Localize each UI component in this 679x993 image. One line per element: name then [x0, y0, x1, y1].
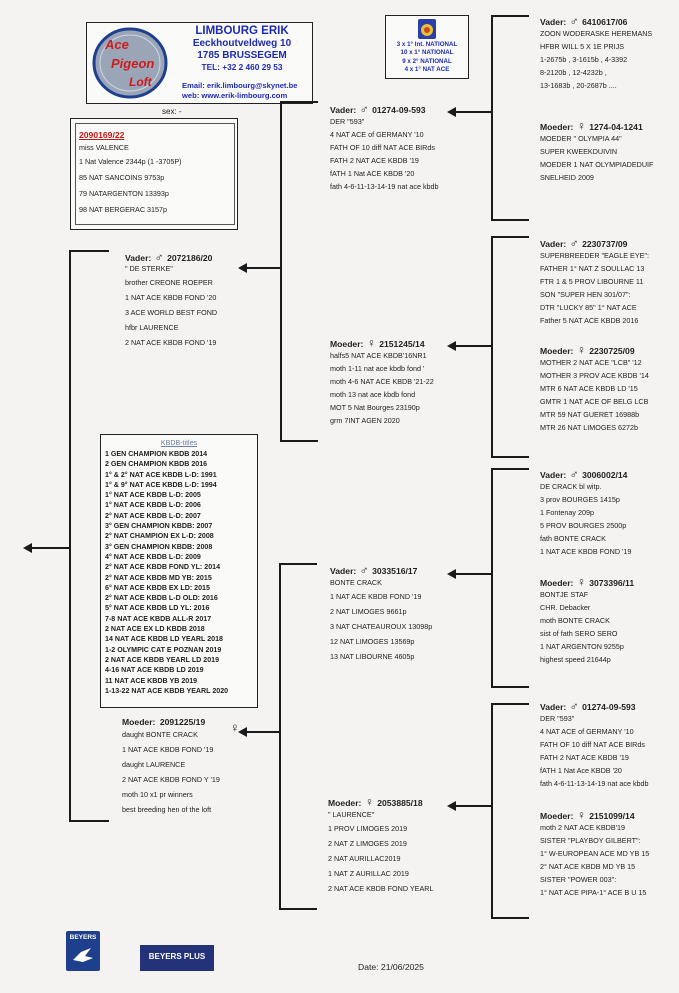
- pedigree-line: [279, 563, 281, 910]
- pedigree-line: [280, 101, 318, 103]
- sire-line: 2 NAT ACE KBDB FOND '19: [125, 338, 217, 348]
- dam-line: 1 NAT ACE KBDB FOND '19: [122, 745, 214, 755]
- ss-line: fath 4-6-11-13-14-19 nat ace kbdb: [330, 182, 439, 192]
- ssd-block: [540, 121, 653, 184]
- sd-line: halfs5 NAT ACE KBDB'16NR1: [330, 351, 427, 361]
- arrow-icon: [447, 569, 456, 579]
- pedigree-line: [69, 820, 109, 822]
- title-line: 2° NAT CHAMPION EX L-D: 2008: [105, 532, 214, 541]
- pedigree-line: [279, 908, 317, 910]
- beyers-logo: [66, 931, 100, 971]
- sdd-line: MTR 59 NAT GUERET 16988b: [540, 410, 640, 420]
- sire-line: 1 NAT ACE KBDB FOND '20: [125, 293, 217, 303]
- sire-block: [125, 252, 217, 350]
- dam-line: best breeding hen of the loft: [122, 805, 212, 815]
- female-icon: ♀: [366, 336, 376, 350]
- female-icon: ♀: [230, 720, 240, 735]
- female-icon: ♀: [576, 808, 586, 822]
- ddd-ring: 2151099/14: [589, 811, 635, 821]
- dds-line: fath 4-6-11-13-14-19 nat ace kbdb: [540, 779, 649, 789]
- ssd-line: MOEDER 1 NAT OLYMPIADEDUIF: [540, 160, 654, 170]
- sd-line: MOT 5 Nat Bourges 23190p: [330, 403, 420, 413]
- sds-line: FATHER 1° NAT Z SOULLAC 13: [540, 264, 645, 274]
- pedigree-line: [280, 101, 282, 442]
- dds-label: Vader:: [540, 702, 567, 712]
- award-line: 9 x 2° NATIONAL: [402, 57, 452, 65]
- ss-block: [330, 104, 439, 193]
- pedigree-line: [491, 15, 493, 221]
- sds-line: SUPERBREEDER "EAGLE EYE":: [540, 251, 649, 261]
- pedigree-line: [31, 547, 69, 549]
- dam-line: 2 NAT ACE KBDB FOND Y '19: [122, 775, 220, 785]
- sss-line: HFBR WILL 5 X 1E PRIJS: [540, 42, 625, 52]
- dsd-line: 1 NAT ARGENTON 9255p: [540, 642, 624, 652]
- ssd-ring: 1274-04-1241: [589, 122, 643, 132]
- title-line: 7-8 NAT ACE KBDB ALL-R 2017: [105, 614, 212, 623]
- subject-box: [70, 118, 238, 230]
- dam-block: [122, 716, 220, 817]
- arrow-icon: [238, 263, 247, 273]
- title-line: 11 NAT ACE KBDB YB 2019: [105, 676, 198, 685]
- sss-block: [540, 16, 652, 92]
- subject-result: 85 NAT SANCOINS 9753p: [79, 173, 165, 182]
- pigeon-icon: [71, 944, 95, 966]
- ddd-line: SISTER "PLAYBOY GILBERT":: [540, 836, 641, 846]
- pedigree-line: [455, 805, 491, 807]
- pedigree-line: [491, 15, 529, 17]
- arrow-icon: [447, 801, 456, 811]
- beyers-plus-text: BEYERS PLUS: [148, 952, 206, 961]
- male-icon: ♂: [569, 14, 579, 28]
- breeder-address-1: Eeckhoutveldweg 10: [192, 38, 292, 49]
- sire-line: " DE STERKE": [125, 264, 173, 274]
- title-line: 2 GEN CHAMPION KBDB 2016: [105, 460, 208, 469]
- sss-label: Vader:: [540, 17, 567, 27]
- male-icon: ♂: [569, 236, 579, 250]
- dds-line: fATH 1 Nat Ace KBDB '20: [540, 766, 622, 776]
- dd-line: 1 NAT Z AURILLAC 2019: [328, 869, 409, 879]
- female-icon: ♀: [364, 795, 374, 809]
- pedigree-line: [491, 468, 529, 470]
- sire-line: brother CREONE ROEPER: [125, 278, 213, 288]
- dsd-label: Moeder:: [540, 578, 574, 588]
- dam-line: daught BONTE CRACK: [122, 730, 198, 740]
- sire-line: hfbr LAURENCE: [125, 323, 179, 333]
- dsd-line: moth BONTE CRACK: [540, 616, 610, 626]
- sdd-block: [540, 345, 649, 434]
- ddd-line: moth 2 NAT ACE KBDB'19: [540, 823, 625, 833]
- ss-ring: 01274-09-593: [372, 105, 426, 115]
- dd-line: 2 NAT AURILLAC2019: [328, 854, 401, 864]
- dd-line: 2 NAT Z LIMOGES 2019: [328, 839, 407, 849]
- title-line: 4° NAT ACE KBDB L-D: 2009: [105, 552, 201, 561]
- header-box: [86, 22, 313, 104]
- title-line: 1-13-22 NAT ACE KBDB YEARL 2020: [105, 686, 229, 695]
- dd-line: 1 PROV LIMOGES 2019: [328, 824, 408, 834]
- ss-line: fATH 1 Nat ACE KBDB '20: [330, 169, 415, 179]
- female-icon: ♀: [576, 343, 586, 357]
- pedigree-line: [491, 468, 493, 688]
- dss-block: [540, 469, 631, 558]
- ds-line: 1 NAT ACE KBDB FOND '19: [330, 592, 422, 602]
- ds-ring: 3033516/17: [372, 566, 418, 576]
- dam-ring: 2091225/19: [159, 717, 206, 727]
- title-line: 3° GEN CHAMPION KBDB: 2008: [105, 542, 213, 551]
- pedigree-line: [491, 917, 529, 919]
- sex-label: sex: -: [162, 107, 182, 116]
- pedigree-line: [69, 250, 109, 252]
- sds-block: [540, 238, 649, 327]
- sd-line: moth 13 nat ace kbdb fond: [330, 390, 416, 400]
- dds-block: [540, 701, 649, 790]
- sss-line: 8-2120b , 12-4232b ,: [540, 68, 607, 78]
- sds-line: Father 5 NAT ACE KBDB 2016: [540, 316, 639, 326]
- pedigree-line: [246, 731, 279, 733]
- pedigree-line: [491, 456, 529, 458]
- sd-block: [330, 338, 434, 427]
- dd-line: 2 NAT ACE KBDB FOND YEARL: [328, 884, 434, 894]
- sds-label: Vader:: [540, 239, 567, 249]
- male-icon: ♂: [569, 467, 579, 481]
- dss-line: 1 NAT ACE KBDB FOND '19: [540, 547, 632, 557]
- dds-line: 4 NAT ACE of GERMANY '10: [540, 727, 634, 737]
- sd-line: moth 1-11 nat ace kbdb fond ': [330, 364, 425, 374]
- title-line: 1-2 OLYMPIC CAT E POZNAN 2019: [105, 645, 222, 654]
- title-line: 14 NAT ACE KBDB LD YEARL 2018: [105, 635, 223, 644]
- dsd-line: highest speed 21644p: [540, 655, 611, 665]
- logo-word-pigeon: Pigeon: [111, 56, 155, 71]
- ss-line: 4 NAT ACE of GERMANY '10: [330, 130, 424, 140]
- sss-line: ZOON WODERASKE HEREMANS: [540, 29, 653, 39]
- title-line: 2° NAT ACE KBDB L-D OLD: 2016: [105, 594, 218, 603]
- female-icon: ♀: [576, 575, 586, 589]
- award-line: 3 x 1° Int. NATIONAL: [396, 41, 458, 48]
- male-icon: ♂: [359, 563, 369, 577]
- ds-line: 13 NAT LIBOURNE 4605p: [330, 652, 415, 662]
- ds-line: 3 NAT CHATEAUROUX 13098p: [330, 622, 433, 632]
- sss-ring: 6410617/06: [582, 17, 628, 27]
- pedigree-line: [455, 345, 491, 347]
- dss-line: 1 Fontenay 209p: [540, 508, 594, 518]
- breeder-address-2: 1785 BRUSSEGEM: [197, 50, 287, 61]
- arrow-icon: [23, 543, 32, 553]
- dd-line: " LAURENCE": [328, 810, 375, 820]
- title-line: 2 NAT ACE EX LD KBDB 2018: [105, 625, 205, 634]
- breeder-email[interactable]: Email: erik.limbourg@skynet.be: [182, 81, 298, 90]
- dss-line: fath BONTE CRACK: [540, 534, 606, 544]
- sdd-line: GMTR 1 NAT ACE OF BELG LCB: [540, 397, 649, 407]
- ddd-line: 1° NAT ACE PIPA-1° ACE B U 15: [540, 888, 647, 898]
- pedigree-line: [246, 267, 280, 269]
- ssd-line: SUPER KWEEKDUIVIN: [540, 147, 618, 157]
- ddd-line: SISTER "POWER 003":: [540, 875, 617, 885]
- dss-line: 3 prov BOURGES 1415p: [540, 495, 620, 505]
- titles-heading: KBDB-titles: [160, 439, 198, 447]
- ddd-label: Moeder:: [540, 811, 574, 821]
- arrow-icon: [447, 341, 456, 351]
- breeder-website[interactable]: web: www.erik-limbourg.com: [182, 90, 288, 100]
- sss-line: 1-2675b , 3-1615b , 4-3392: [540, 55, 628, 65]
- pedigree-line: [279, 563, 317, 565]
- ds-label: Vader:: [330, 566, 357, 576]
- logo-word-ace: Ace: [105, 37, 129, 52]
- dsd-line: BONTJE STAF: [540, 590, 589, 600]
- dds-line: DER "593": [540, 714, 575, 724]
- sire-label: Vader:: [125, 253, 152, 263]
- sire-ring: 2072186/20: [167, 253, 213, 263]
- ds-line: BONTE CRACK: [330, 578, 382, 588]
- title-line: 1° & 9° NAT ACE KBDB L-D: 1994: [105, 480, 217, 489]
- sds-line: FTR 1 & 5 PROV LIBOURNE 11: [540, 277, 644, 287]
- dd-label: Moeder:: [328, 798, 362, 808]
- male-icon: ♂: [154, 250, 164, 264]
- beyers-plus-logo: [140, 945, 214, 971]
- breeder-name: LIMBOURG ERIK: [195, 25, 289, 37]
- title-line: 1° & 2° NAT ACE KBDB L-D: 1991: [105, 470, 217, 479]
- pedigree-line: [491, 703, 529, 705]
- ssd-line: SNELHEID 2009: [540, 173, 594, 183]
- male-icon: ♂: [359, 102, 369, 116]
- medal-icon: [417, 18, 437, 40]
- dam-label: Moeder:: [122, 717, 156, 727]
- pedigree-line: [491, 236, 529, 238]
- sire-line: 3 ACE WORLD BEST FOND: [125, 308, 218, 318]
- ssd-label: Moeder:: [540, 122, 574, 132]
- subject-name: miss VALENCE: [79, 143, 129, 152]
- sdd-line: MTR 6 NAT ACE KBDB LD '15: [540, 384, 638, 394]
- title-line: 1° NAT ACE KBDB L-D: 2006: [105, 501, 201, 510]
- dds-line: FATH 2 NAT ACE KBDB '19: [540, 753, 629, 763]
- sd-ring: 2151245/14: [379, 339, 425, 349]
- sds-line: SON "SUPER HEN 301/07":: [540, 290, 631, 300]
- pedigree-line: [491, 219, 529, 221]
- dsd-line: CHR. Debacker: [540, 603, 591, 613]
- pedigree-line: [455, 111, 491, 113]
- ssd-line: MOEDER " OLYMPIA 44": [540, 134, 622, 144]
- sd-line: moth 4-6 NAT ACE KBDB '21-22: [330, 377, 434, 387]
- ddd-line: 1° W-EUROPEAN ACE MD YB 15: [540, 849, 650, 859]
- title-line: 6° NAT ACE KBDB EX LD: 2015: [105, 583, 210, 592]
- title-line: 2 NAT ACE KBDB YEARL LD 2019: [105, 655, 220, 664]
- dam-line: daught LAURENCE: [122, 760, 186, 770]
- ds-block: [330, 565, 432, 664]
- sdd-line: MOTHER 2 NAT ACE "LCB" '12: [540, 358, 642, 368]
- sss-line: 13-1683b , 20-2687b ....: [540, 81, 617, 91]
- print-date: Date: 21/06/2025: [358, 962, 424, 972]
- sds-ring: 2230737/09: [582, 239, 628, 249]
- pedigree-line: [455, 573, 491, 575]
- title-line: 3° GEN CHAMPION KBDB: 2007: [105, 522, 213, 531]
- arrow-icon: [447, 107, 456, 117]
- pedigree-line: [491, 703, 493, 919]
- sd-label: Moeder:: [330, 339, 364, 349]
- title-line: 2° NAT ACE KBDB FOND YL: 2014: [105, 563, 221, 572]
- title-line: 4-16 NAT ACE KBDB LD 2019: [105, 666, 204, 675]
- dds-ring: 01274-09-593: [582, 702, 636, 712]
- ss-line: FATH OF 10 diff NAT ACE BIRds: [330, 143, 435, 153]
- sdd-line: MOTHER 3 PROV ACE KBDB '14: [540, 371, 649, 381]
- pedigree-line: [491, 236, 493, 458]
- dd-block: [328, 797, 433, 896]
- dam-line: moth 10 x1 pr winners: [122, 790, 193, 800]
- ds-line: 2 NAT LIMOGES 9661p: [330, 607, 407, 617]
- subject-result: 1 Nat Valence 2344p (1 -3705P): [79, 157, 182, 166]
- breeder-phone: TEL: +32 2 460 29 53: [201, 62, 283, 72]
- title-line: 2° NAT ACE KBDB L-D: 2007: [105, 511, 201, 520]
- sdd-line: MTR 26 NAT LIMOGES 6272b: [540, 423, 638, 433]
- pedigree-line: [491, 686, 529, 688]
- ddd-block: [540, 810, 649, 899]
- logo-word-loft: Loft: [129, 75, 152, 89]
- award-line: 10 x 1° NATIONAL: [400, 49, 454, 57]
- subject-ring: 2090169/22: [79, 130, 125, 140]
- ss-line: DER "593": [330, 117, 365, 127]
- dsd-ring: 3073396/11: [589, 578, 635, 588]
- title-line: 1 GEN CHAMPION KBDB 2014: [105, 450, 208, 458]
- subject-result: 79 NATARGENTON 13393p: [79, 189, 169, 198]
- title-line: 5° NAT ACE KBDB LD YL: 2016: [105, 604, 210, 613]
- ss-label: Vader:: [330, 105, 357, 115]
- ds-line: 12 NAT LIMOGES 13569p: [330, 637, 415, 647]
- sdd-label: Moeder:: [540, 346, 574, 356]
- dd-ring: 2053885/18: [377, 798, 423, 808]
- titles-box: [100, 434, 258, 708]
- title-line: 2° NAT ACE KBDB MD YB: 2015: [105, 573, 212, 582]
- dss-ring: 3006002/14: [582, 470, 628, 480]
- title-line: 1° NAT ACE KBDB L-D: 2005: [105, 491, 201, 500]
- sd-line: grm 7INT AGEN 2020: [330, 416, 400, 426]
- dss-line: 5 PROV BOURGES 2500p: [540, 521, 627, 531]
- dds-line: FATH OF 10 diff NAT ACE BIRds: [540, 740, 645, 750]
- ddd-line: 2° NAT ACE KBDB MD YB 15: [540, 862, 636, 872]
- ss-line: FATH 2 NAT ACE KBDB '19: [330, 156, 419, 166]
- female-icon: ♀: [576, 119, 586, 133]
- sdd-ring: 2230725/09: [589, 346, 635, 356]
- male-icon: ♂: [569, 699, 579, 713]
- awards-box: [385, 15, 469, 79]
- pedigree-line: [69, 250, 71, 822]
- dss-label: Vader:: [540, 470, 567, 480]
- dsd-block: [540, 577, 634, 666]
- pedigree-line: [280, 440, 318, 442]
- dsd-line: sist of fath SERO SERO: [540, 629, 618, 639]
- beyers-logo-text: BEYERS: [69, 934, 97, 941]
- sds-line: DTR "LUCKY 85" 1° NAT ACE: [540, 303, 637, 313]
- dss-line: DE CRACK bl witp.: [540, 482, 602, 492]
- subject-result: 98 NAT BERGERAC 3157p: [79, 205, 168, 214]
- award-line: 4 x 1° NAT ACE: [404, 66, 450, 74]
